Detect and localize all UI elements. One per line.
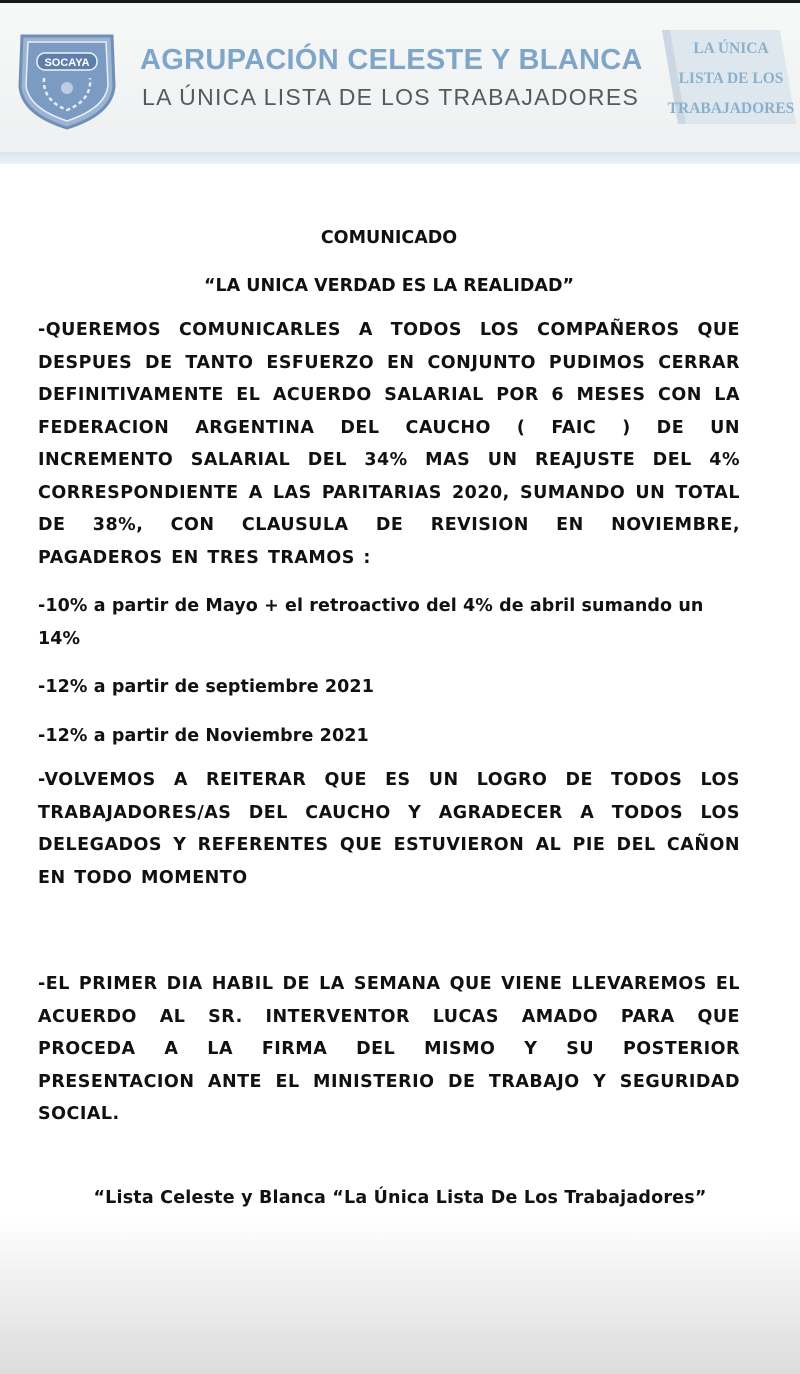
communique-body bbox=[38, 222, 740, 1131]
letterhead-divider bbox=[0, 152, 800, 164]
side-stamp-text bbox=[664, 34, 798, 124]
side-stamp-line: LA ÚNICA bbox=[693, 40, 769, 57]
signature-line: “Lista Celeste y Blanca “La Única Lista De Los Trabajadores” bbox=[93, 1188, 707, 1208]
payment-tranche-item: -12% a partir de Noviembre 2021 bbox=[38, 725, 369, 746]
org-title: AGRUPACIÓN CELESTE Y BLANCA bbox=[140, 44, 643, 76]
paragraph-next-steps: -EL PRIMER DIA HABIL DE LA SEMANA QUE VIENE LLEVAREMOS EL ACUERDO AL SR. INTERVENTOR LUCAS AMADO PARA QUE PROCEDA A LA FIRMA DEL MISMO Y SU POSTERIOR PRESENTACION ANTE EL MINISTERIO DE TRABAJO Y SEGURIDAD SOCIAL. bbox=[38, 974, 740, 1124]
logo-text: SOCAYA bbox=[44, 57, 90, 69]
paragraph-thanks: -VOLVEMOS A REITERAR QUE ES UN LOGRO DE TODOS LOS TRABAJADORES/AS DEL CAUCHO Y AGRADECER A TODOS LOS DELEGADOS Y REFERENTES QUE ESTUVIERON AL PIE DEL CAÑON EN TODO MOMENTO bbox=[38, 770, 740, 888]
payment-tranche-item: -12% a partir de septiembre 2021 bbox=[38, 677, 374, 697]
payment-tranche-item: -10% a partir de Mayo + el retroactivo del 4% de abril sumando un 14% bbox=[38, 596, 704, 649]
side-stamp-line: TRABAJADORES bbox=[667, 100, 795, 117]
document-title: COMUNICADO bbox=[320, 228, 458, 248]
document-subtitle: “LA UNICA VERDAD ES LA REALIDAD” bbox=[204, 275, 574, 296]
side-stamp-line: LISTA DE LOS bbox=[678, 70, 784, 87]
footer-shade bbox=[0, 1215, 800, 1374]
org-subtitle: LA ÚNICA LISTA DE LOS TRABAJADORES bbox=[142, 84, 640, 110]
paragraph-agreement: -QUEREMOS COMUNICARLES A TODOS LOS COMPAÑEROS QUE DESPUES DE TANTO ESFUERZO EN CONJUNTO PUDIMOS CERRAR DEFINITIVAMENTE EL ACUERDO SALARIAL POR 6 MESES CON LA FEDERACION ARGENTINA DEL CAUCHO ( FAIC ) DE UN INCREMENTO SALARIAL DEL 34% MAS UN REAJUSTE DEL 4% CORRESPONDIENTE A LAS PARITARIAS 2020, SUMANDO UN TOTAL DE 38%, CON CLAUSULA DE REVISION EN NOVIEMBRE, PAGADEROS EN TRES TRAMOS : bbox=[38, 320, 740, 568]
socaya-shield-logo bbox=[14, 28, 120, 132]
